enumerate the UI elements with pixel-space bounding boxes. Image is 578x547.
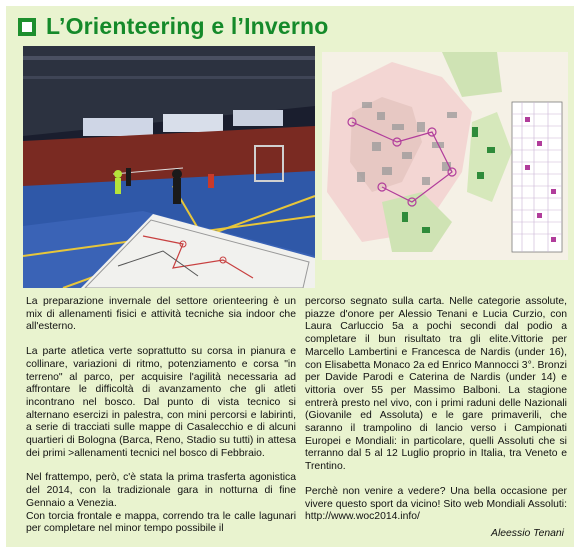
- paragraph-invitation: Perchè non venire a vedere? Una bella occasione per vivere questo sport da vicino! Sito web Mondiali Assoluti: http://www.woc2014.info/: [305, 485, 567, 523]
- article-left-column: [26, 296, 296, 536]
- gym-photo-illustration: [23, 46, 315, 288]
- orienteering-map: [322, 52, 568, 260]
- paragraph-race: Con torcia frontale e mappa, correndo tra le calle lagunari per completare nel minor tempo possibile il: [26, 510, 296, 535]
- title-bullet-icon: [18, 18, 36, 36]
- paragraph-training: La parte atletica verte soprattutto su corsa in pianura e collinare, variazioni di ritmo, potenziamento e corsa "in terreno" al parco, per acquisire l'agilità necessaria ad affrontare le difficoltà di avanzamento che gli atleti incontrano nel bosco. Dal punto di vista tecnico si alternano esercizi in palestra, con mini percorsi e labirinti, a serie di tracciati sulle mappe di Casalecchio e di alcuni quartieri di Bologna (Barca, Reno, Stadio su tutti) in attesa dei primi >allenamenti tecnici nel bosco di Febbraio.: [26, 346, 296, 459]
- author-signature: Aleessio Tenani: [491, 528, 564, 539]
- article-header: [6, 12, 574, 48]
- article-right-column: [305, 296, 567, 524]
- paragraph-results: percorso segnato sulla carta. Nelle categorie assolute, piazze d'onore per Alessio Tenani e Lucia Curzio, con Laura Carluccio 5a a pochi secondi dal podio a completare il bun risultato tra gli elite.Vittorie per Marcello Lambertini e Francesca de Nardis (under 16), con Elisabetta Monaco 2a ed Enrico Mannocci 3°. Bronzi per Davide Parodi e Caterina de Nardis (under 14) e vittoria over 55 per Massimo Balboni. La stagione entrerà presto nel vivo, con i primi raduni delle Nazionali (Giovanile ed Assoluta) e le gare primaverili, che saranno il trampolino di lancio verso i Campionati Europei e Mondiali: in particolare, quelli Assoluti che si terranno dal 5 al 12 Luglio proprio in Italia, tra Veneto e Trentino.: [305, 296, 567, 473]
- article-page: [6, 6, 574, 547]
- article-title: L’Orienteering e l’Inverno: [46, 13, 329, 39]
- paragraph-intro: La preparazione invernale del settore orienteering è un mix di allenamenti fisici e attività tecniche sia indoor che all'esterno.: [26, 296, 296, 333]
- gym-photo: [23, 46, 315, 288]
- orienteering-map-illustration: [322, 52, 568, 260]
- paragraph-venice: Nel frattempo, però, c'è stata la prima trasferta agonistica del 2014, con la tradizionale gara in notturna di fine Gennaio a Venezia.: [26, 472, 296, 509]
